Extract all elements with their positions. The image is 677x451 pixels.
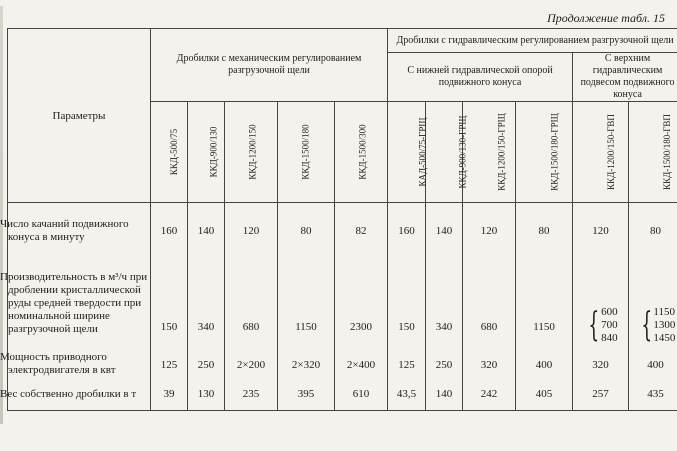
cell-value: 125 [388,349,426,379]
cell-value: 320 [573,349,629,379]
table-row [8,203,677,259]
cell-value: 680 [225,259,278,349]
cell-value: 43,5 [388,379,426,411]
range-value: 1300 [653,318,676,331]
cell-value: 257 [573,379,629,411]
row-label: Производительность в м³/ч при дроблении кристаллической руды средней твердости при номинальной ширине разгрузочной щели [8,259,151,349]
cell-value: 125 [151,349,188,379]
cell-value: 242 [463,379,516,411]
model-header: КАД-500/75-ГРЩ [388,102,426,203]
cell-value: 120 [225,203,278,259]
cell-value: 680 [463,259,516,349]
table-row [8,379,677,411]
cell-value: 250 [426,349,463,379]
range-value: 600 [601,305,618,318]
cell-value: 400 [629,349,677,379]
model-header: ККД-1500/180-ГРЩ [516,102,573,203]
model-header: ККД-1500/300 [335,102,388,203]
hydr-lower-header: С нижней гидравлической опорой подвижного конуса [388,53,573,102]
cell-value: 140 [188,203,225,259]
cell-value-range [629,259,677,349]
range-value: 1150 [653,305,675,318]
row-label: Мощность приводного электродвигателя в квт [8,349,151,379]
table-row [8,259,677,349]
cell-value: 320 [463,349,516,379]
hydr-upper-header: С верхним гидравлическим подвесом подвижного конуса [573,53,677,102]
cell-value: 130 [188,379,225,411]
parameters-table [0,28,677,411]
model-header: ККД-500/75 [151,102,188,203]
cell-value: 140 [426,203,463,259]
model-header: ККД-1200/150-ГВП [573,102,629,203]
cell-value: 120 [573,203,629,259]
model-header: ККД-900/130 [188,102,225,203]
cell-value: 2300 [335,259,388,349]
cell-value: 2×200 [225,349,278,379]
cell-value: 1150 [278,259,335,349]
cell-value: 160 [388,203,426,259]
range-value: 840 [601,331,618,344]
row-label: Число качаний подвижного конуса в минуту [8,203,151,259]
cell-value: 235 [225,379,278,411]
range-value: 700 [601,318,618,331]
cell-value: 340 [188,259,225,349]
model-header: ККД-1200/150-ГРЩ [463,102,516,203]
mech-group-header: Дробилки с механическим регулированием разгрузочной щели [151,29,388,102]
cell-value: 2×320 [278,349,335,379]
cell-value: 39 [151,379,188,411]
cell-value: 80 [629,203,677,259]
cell-value: 150 [388,259,426,349]
cell-value: 405 [516,379,573,411]
cell-value: 1150 [516,259,573,349]
cell-value: 395 [278,379,335,411]
cell-value: 140 [426,379,463,411]
cell-value-range [573,259,629,349]
model-header: ККД-1200/150 [225,102,278,203]
model-header: ККД-1500/180-ГВП [629,102,677,203]
model-header: ККД-900/130-ГРЩ [426,102,463,203]
cell-value: 340 [426,259,463,349]
cell-value: 250 [188,349,225,379]
cell-value: 120 [463,203,516,259]
brace-icon: { [588,305,600,345]
brace-icon: { [641,305,652,345]
cell-value: 435 [629,379,677,411]
cell-value: 80 [278,203,335,259]
cell-value: 160 [151,203,188,259]
table-row [8,349,677,379]
cell-value: 2×400 [335,349,388,379]
cell-value: 82 [335,203,388,259]
cell-value: 150 [151,259,188,349]
model-header: ККД-1500/180 [278,102,335,203]
cell-value: 80 [516,203,573,259]
cell-value: 400 [516,349,573,379]
params-header: Параметры [8,29,151,203]
table-caption: Продолжение табл. 15 [547,11,665,25]
hydr-group-header: Дробилки с гидравлическим регулированием разгрузочной щели [388,29,677,53]
row-label: Вес собственно дробилки в т [8,379,151,411]
range-value: 1450 [653,331,676,344]
cell-value: 610 [335,379,388,411]
